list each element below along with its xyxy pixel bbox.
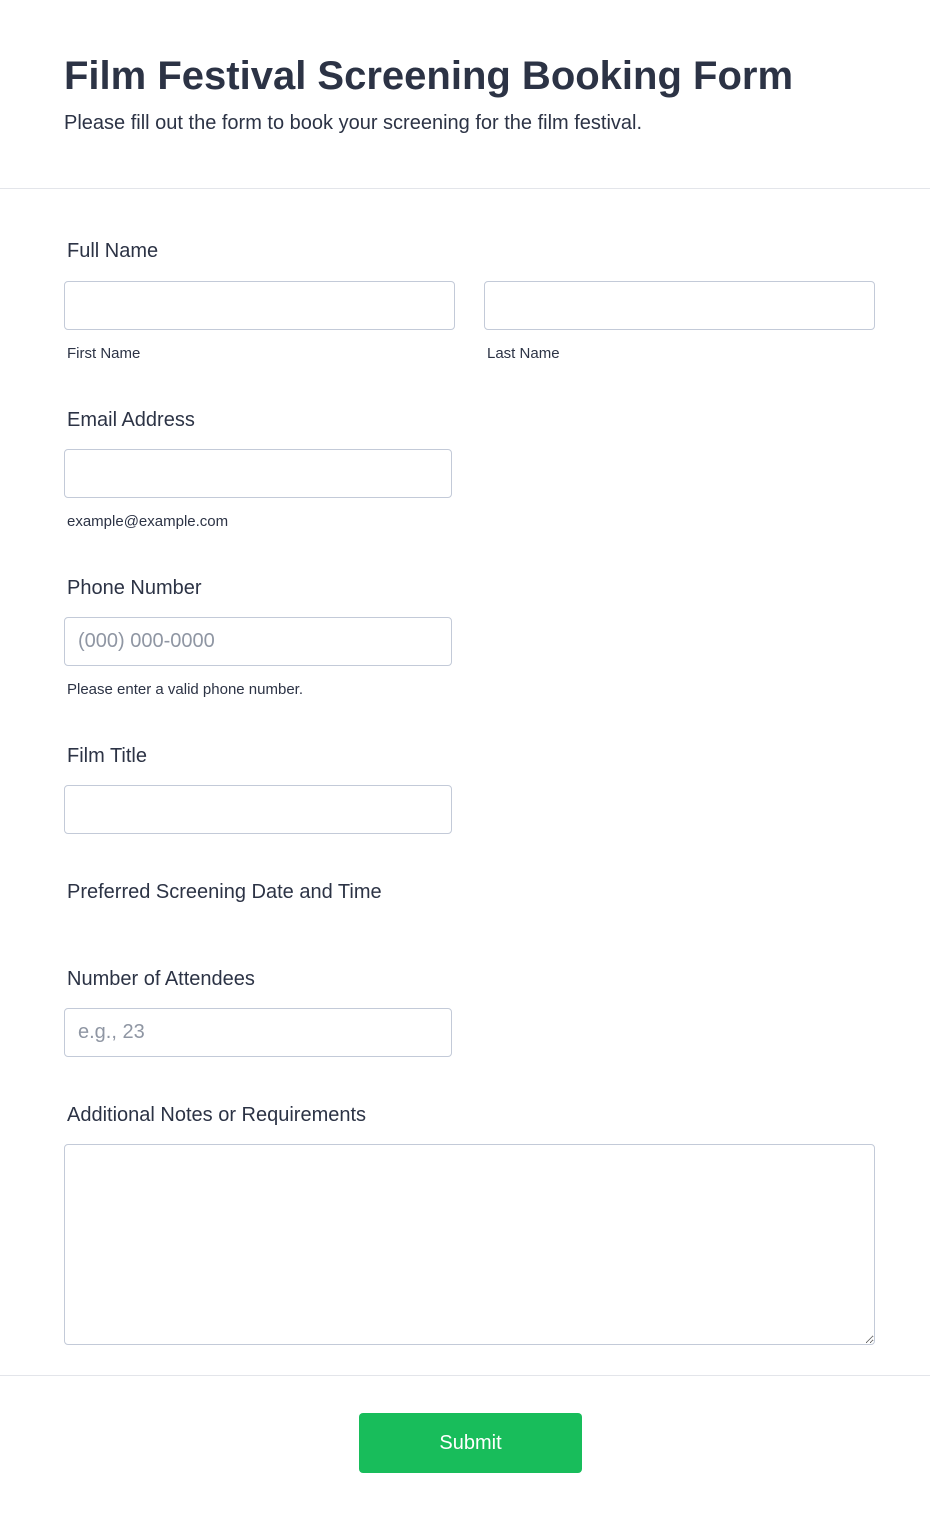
form-subtitle: Please fill out the form to book your screening for the film festival. (64, 112, 643, 134)
notes-textarea[interactable] (64, 1144, 875, 1345)
submit-button[interactable]: Submit (359, 1413, 582, 1473)
notes-label: Additional Notes or Requirements (67, 1104, 367, 1126)
email-label: Email Address (67, 409, 195, 431)
attendees-label: Number of Attendees (67, 968, 255, 990)
first-name-input[interactable] (64, 281, 455, 330)
last-name-input[interactable] (484, 281, 875, 330)
phone-label: Phone Number (67, 577, 202, 599)
form-title: Film Festival Screening Booking Form (64, 54, 794, 98)
phone-input[interactable] (64, 617, 452, 666)
film-title-label: Film Title (67, 745, 147, 767)
first-name-sublabel: First Name (67, 345, 141, 362)
email-input[interactable] (64, 449, 452, 498)
screening-datetime-label: Preferred Screening Date and Time (67, 881, 382, 903)
last-name-sublabel: Last Name (487, 345, 560, 362)
full-name-label: Full Name (67, 240, 159, 262)
attendees-input[interactable] (64, 1008, 452, 1057)
footer-divider (0, 1375, 930, 1376)
header-divider (0, 188, 930, 189)
phone-sublabel: Please enter a valid phone number. (67, 681, 303, 698)
email-sublabel: example@example.com (67, 513, 229, 530)
film-title-input[interactable] (64, 785, 452, 834)
